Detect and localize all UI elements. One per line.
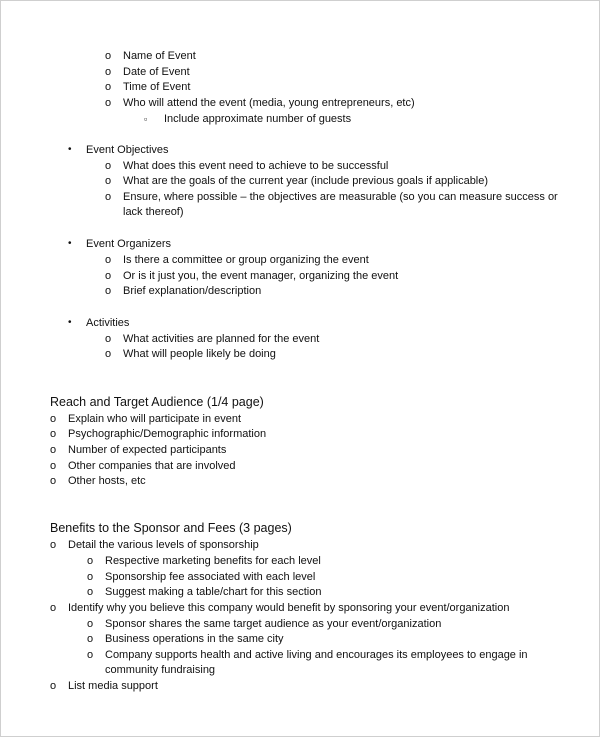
list-item: Identify why you believe this company would benefit by sponsoring your event/organization bbox=[68, 602, 510, 614]
list-item: What are the goals of the current year (include previous goals if applicable) bbox=[123, 175, 489, 187]
square-bullet-icon: ▫ bbox=[144, 114, 148, 124]
section-heading: Reach and Target Audience (1/4 page) bbox=[50, 395, 264, 409]
list-item: Date of Event bbox=[123, 66, 190, 78]
circle-bullet-icon: o bbox=[105, 160, 112, 172]
circle-bullet-icon: o bbox=[50, 680, 57, 692]
circle-bullet-icon: o bbox=[105, 97, 112, 109]
circle-bullet-icon: o bbox=[87, 555, 94, 567]
circle-bullet-icon: o bbox=[105, 50, 112, 62]
list-item: What will people likely be doing bbox=[123, 348, 276, 360]
bullet-icon: • bbox=[68, 144, 72, 155]
section-label: Event Organizers bbox=[86, 238, 171, 250]
list-item: Number of expected participants bbox=[68, 444, 227, 456]
circle-bullet-icon: o bbox=[50, 428, 57, 440]
list-item: Sponsorship fee associated with each level bbox=[105, 571, 316, 583]
list-item: Sponsor shares the same target audience as your event/organization bbox=[105, 618, 442, 630]
circle-bullet-icon: o bbox=[87, 618, 94, 630]
circle-bullet-icon: o bbox=[105, 175, 112, 187]
circle-bullet-icon: o bbox=[105, 66, 112, 78]
circle-bullet-icon: o bbox=[105, 333, 112, 345]
section-heading: Benefits to the Sponsor and Fees (3 pages) bbox=[50, 521, 292, 535]
list-item: Ensure, where possible – the objectives are measurable (so you can measure success or bbox=[123, 191, 558, 203]
circle-bullet-icon: o bbox=[87, 586, 94, 598]
list-item: Detail the various levels of sponsorship bbox=[68, 539, 259, 551]
bullet-icon: • bbox=[68, 317, 72, 328]
list-item: Company supports health and active living and encourages its employees to engage in bbox=[105, 649, 528, 661]
circle-bullet-icon: o bbox=[50, 460, 57, 472]
bullet-icon: • bbox=[68, 238, 72, 249]
circle-bullet-icon: o bbox=[50, 444, 57, 456]
list-item: Suggest making a table/chart for this section bbox=[105, 586, 322, 598]
section-label: Event Objectives bbox=[86, 144, 169, 156]
list-item: Name of Event bbox=[123, 50, 196, 62]
list-item: Business operations in the same city bbox=[105, 633, 284, 645]
circle-bullet-icon: o bbox=[105, 348, 112, 360]
list-item: What activities are planned for the event bbox=[123, 333, 320, 345]
list-item: Who will attend the event (media, young entrepreneurs, etc) bbox=[123, 97, 415, 109]
list-item: Include approximate number of guests bbox=[164, 113, 352, 125]
list-item-continuation: community fundraising bbox=[105, 664, 216, 676]
circle-bullet-icon: o bbox=[87, 649, 94, 661]
section-label: Activities bbox=[86, 317, 130, 329]
list-item: Other companies that are involved bbox=[68, 460, 236, 472]
list-item: Other hosts, etc bbox=[68, 475, 146, 487]
list-item: Psychographic/Demographic information bbox=[68, 428, 267, 440]
list-item: List media support bbox=[68, 680, 158, 692]
circle-bullet-icon: o bbox=[50, 539, 57, 551]
circle-bullet-icon: o bbox=[105, 270, 112, 282]
list-item: Explain who will participate in event bbox=[68, 413, 242, 425]
circle-bullet-icon: o bbox=[50, 602, 57, 614]
circle-bullet-icon: o bbox=[50, 413, 57, 425]
circle-bullet-icon: o bbox=[105, 285, 112, 297]
list-item: Respective marketing benefits for each level bbox=[105, 555, 321, 567]
circle-bullet-icon: o bbox=[50, 475, 57, 487]
list-item: Or is it just you, the event manager, organizing the event bbox=[123, 270, 399, 282]
circle-bullet-icon: o bbox=[105, 81, 112, 93]
list-item: Brief explanation/description bbox=[123, 285, 262, 297]
circle-bullet-icon: o bbox=[87, 571, 94, 583]
list-item: What does this event need to achieve to be successful bbox=[123, 160, 389, 172]
list-item-continuation: lack thereof) bbox=[123, 206, 184, 218]
list-item: Is there a committee or group organizing the event bbox=[123, 254, 369, 266]
circle-bullet-icon: o bbox=[87, 633, 94, 645]
circle-bullet-icon: o bbox=[105, 254, 112, 266]
circle-bullet-icon: o bbox=[105, 191, 112, 203]
list-item: Time of Event bbox=[123, 81, 191, 93]
